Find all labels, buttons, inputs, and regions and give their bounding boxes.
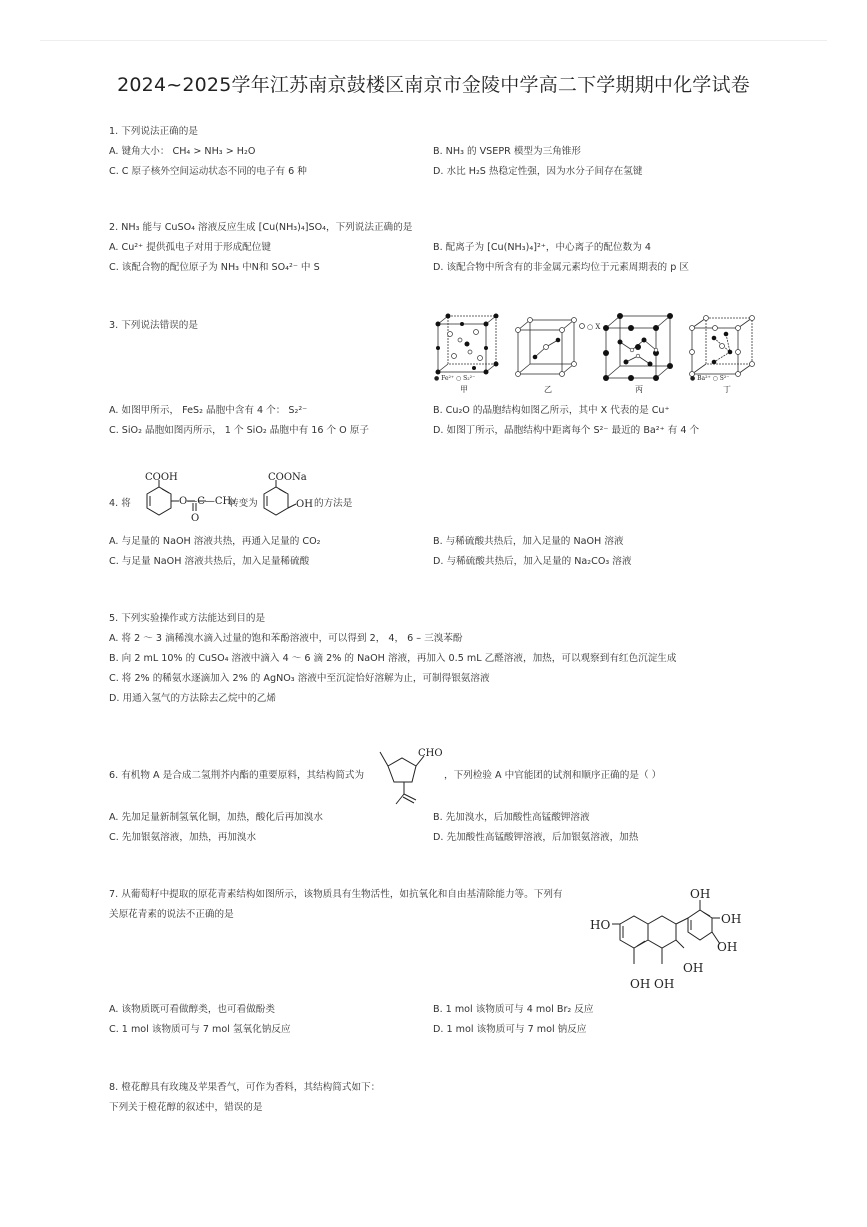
label-ding: 丁 — [723, 385, 731, 394]
struct1-cooh: COOH — [145, 472, 178, 483]
q3-option-d[interactable]: D. 如图丁所示，晶胞结构中距离每个 S²⁻ 最近的 Ba²⁺ 有 4 个 — [433, 425, 700, 436]
struct1-dbl-o: O — [191, 513, 200, 524]
q6-cho-label: CHO — [418, 748, 443, 759]
question-8-stem-line2: 下列关于橙花醇的叙述中，错误的是 — [109, 1102, 263, 1113]
q2-option-a[interactable]: A. Cu²⁺ 提供孤电子对用于形成配位键 — [109, 242, 271, 253]
q7-ho-left: HO — [590, 918, 611, 932]
q6-option-a[interactable]: A. 先加足量新制氢氧化铜，加热，酸化后再加溴水 — [109, 812, 323, 823]
q4-structure-product — [258, 474, 318, 532]
q6-structure — [372, 744, 444, 810]
page-title: 2024~2025学年江苏南京鼓楼区南京市金陵中学高二下学期期中化学试卷 — [117, 74, 750, 96]
q4-option-b[interactable]: B. 与稀硫酸共热后，加入足量的 NaOH 溶液 — [433, 536, 624, 547]
question-4-stem-mid: 转变为 — [229, 498, 258, 509]
q3-option-b[interactable]: B. Cu₂O 的晶胞结构如图乙所示，其中 X 代表的是 Cu⁺ — [433, 405, 670, 416]
q2-option-c[interactable]: C. 该配合物的配位原子为 NH₃ 中N和 SO₄²⁻ 中 S — [109, 262, 320, 273]
q7-oh-bottom1: OH — [630, 977, 651, 991]
question-6-stem-pre: 6. 有机物 A 是合成二氢荆芥内酯的重要原料，其结构简式为 — [109, 770, 365, 781]
question-8-stem-line1: 8. 橙花醇具有玫瑰及苹果香气，可作为香料，其结构简式如下： — [109, 1082, 381, 1093]
q7-option-b[interactable]: B. 1 mol 该物质可与 4 mol Br₂ 反应 — [433, 1004, 594, 1015]
q6-option-d[interactable]: D. 先加酸性高锰酸钾溶液，后加银氨溶液，加热 — [433, 832, 639, 843]
q5-option-a[interactable]: A. 将 2 ～ 3 滴稀溴水滴入过量的饱和苯酚溶液中，可以得到 2， 4， 6 – 三溴苯酚 — [109, 633, 463, 644]
legend-jia: ● Fe²⁺ ○ S₂²⁻ — [434, 375, 476, 382]
q7-option-c[interactable]: C. 1 mol 该物质可与 7 mol 氢氧化钠反应 — [109, 1024, 291, 1035]
question-3-stem: 3. 下列说法错误的是 — [109, 320, 198, 331]
q7-oh-mid: OH — [683, 961, 704, 975]
q7-option-a[interactable]: A. 该物质既可看做醇类，也可看做酚类 — [109, 1004, 275, 1015]
question-7-stem-line2: 关原花青素的说法不正确的是 — [109, 909, 234, 920]
q7-oh-top: OH — [690, 887, 711, 901]
q3-option-a[interactable]: A. 如图甲所示， FeS₂ 晶胞中含有 4 个： S₂²⁻ — [109, 405, 308, 416]
question-6-stem-post: ，下列检验 A 中官能团的试剂和顺序正确的是（ ） — [444, 770, 662, 781]
q4-structure-reactant — [135, 472, 236, 532]
struct1-chain: O—C—CH₃ — [179, 496, 236, 507]
q3-option-c[interactable]: C. SiO₂ 晶胞如图丙所示， 1 个 SiO₂ 晶胞中有 16 个 O 原子 — [109, 425, 369, 436]
top-divider — [40, 40, 827, 41]
question-1-stem: 1. 下列说法正确的是 — [109, 126, 198, 137]
q7-option-d[interactable]: D. 1 mol 该物质可与 7 mol 钠反应 — [433, 1024, 587, 1035]
q1-option-d[interactable]: D. 水比 H₂S 热稳定性强，因为水分子间存在氢键 — [433, 166, 643, 177]
q1-option-a[interactable]: A. 键角大小： CH₄ > NH₃ > H₂O — [109, 146, 256, 157]
question-2-stem: 2. NH₃ 能与 CuSO₄ 溶液反应生成 [Cu(NH₃)₄]SO₄，下列说法正确的是 — [109, 222, 413, 233]
label-bing: 丙 — [635, 385, 643, 394]
legend-ding: ● Ba²⁺ ○ S²⁻ — [690, 375, 730, 382]
struct2-oh: OH — [296, 499, 313, 510]
crystal-figures — [430, 312, 775, 396]
q4-option-a[interactable]: A. 与足量的 NaOH 溶液共热，再通入足量的 CO₂ — [109, 536, 321, 547]
q1-option-c[interactable]: C. C 原子核外空间运动状态不同的电子有 6 种 — [109, 166, 307, 177]
q4-option-d[interactable]: D. 与稀硫酸共热后，加入足量的 Na₂CO₃ 溶液 — [433, 556, 632, 567]
q7-structure — [590, 884, 750, 994]
q7-oh-right1: OH — [721, 912, 742, 926]
question-5-stem: 5. 下列实验操作或方法能达到目的是 — [109, 613, 266, 624]
label-yi: 乙 — [544, 385, 552, 394]
q4-option-c[interactable]: C. 与足量 NaOH 溶液共热后，加入足量稀硫酸 — [109, 556, 310, 567]
label-jia: 甲 — [460, 385, 468, 394]
q6-option-c[interactable]: C. 先加银氨溶液，加热，再加溴水 — [109, 832, 257, 843]
legend-yi: ○ X — [587, 323, 601, 331]
q5-option-d[interactable]: D. 用通入氢气的方法除去乙烷中的乙烯 — [109, 693, 276, 704]
q2-option-b[interactable]: B. 配离子为 [Cu(NH₃)₄]²⁺，中心离子的配位数为 4 — [433, 242, 651, 253]
q5-option-c[interactable]: C. 将 2% 的稀氨水逐滴加入 2% 的 AgNO₃ 溶液中至沉淀恰好溶解为止，可制得银氨溶液 — [109, 673, 490, 684]
q7-oh-bottom2: OH — [654, 977, 675, 991]
q2-option-d[interactable]: D. 该配合物中所含有的非金属元素均位于元素周期表的 p 区 — [433, 262, 689, 273]
question-4-stem-post: 的方法是 — [314, 498, 353, 509]
struct2-coona: COONa — [268, 472, 307, 483]
q7-oh-right2: OH — [717, 940, 738, 954]
question-4-stem-pre: 4. 将 — [109, 498, 131, 509]
q1-option-b[interactable]: B. NH₃ 的 VSEPR 模型为三角锥形 — [433, 146, 581, 157]
question-7-stem-line1: 7. 从葡萄籽中提取的原花青素结构如图所示，该物质具有生物活性，如抗氧化和自由基清除能力等。下列有 — [109, 889, 563, 900]
q6-option-b[interactable]: B. 先加溴水，后加酸性高锰酸钾溶液 — [433, 812, 590, 823]
q5-option-b[interactable]: B. 向 2 mL 10% 的 CuSO₄ 溶液中滴入 4 ～ 6 滴 2% 的 NaOH 溶液，再加入 0.5 mL 乙醛溶液，加热，可以观察到有红色沉淀生成 — [109, 653, 677, 664]
